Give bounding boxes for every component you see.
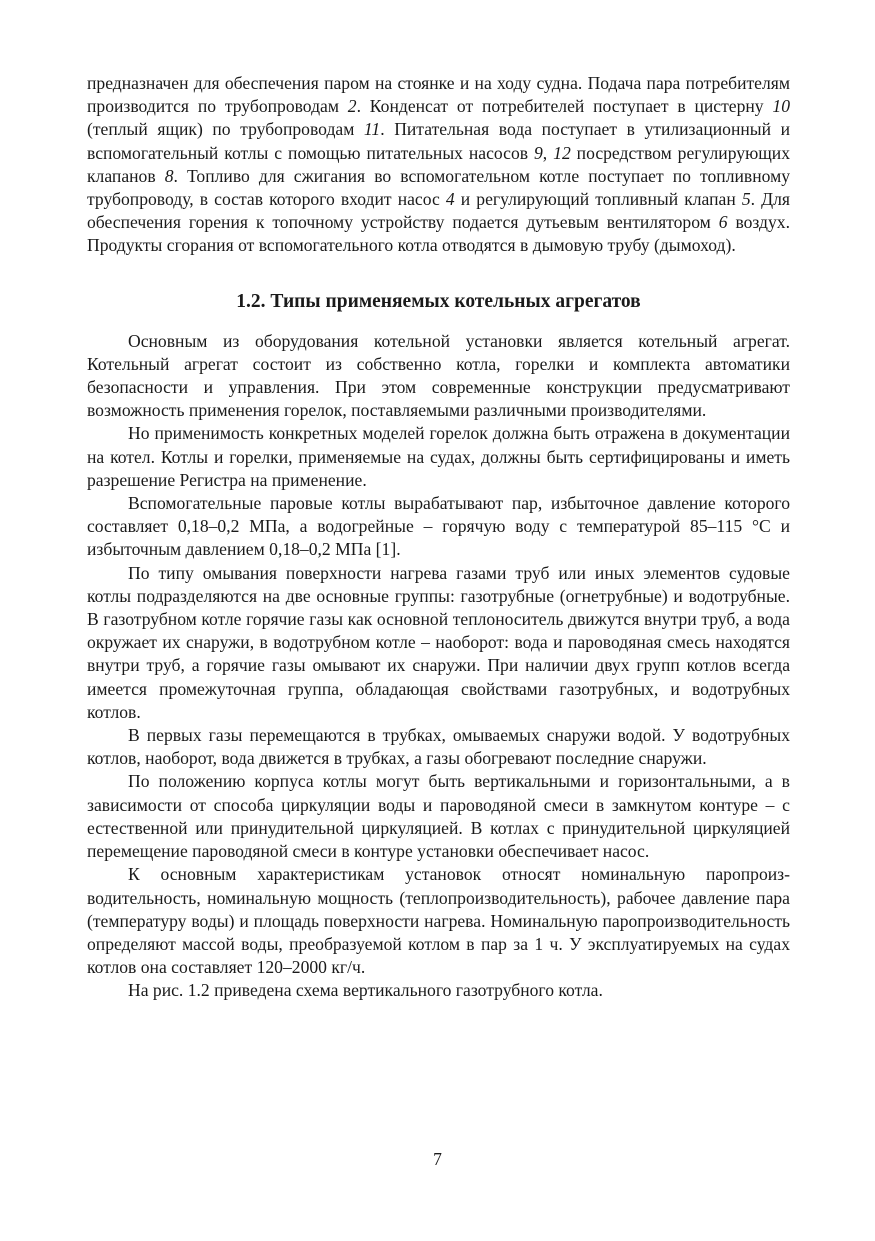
body-paragraph-5: В первых газы перемещаются в трубках, омываемых снаружи водой. У водотрубных котлов, наоборот, вода движется в трубках, а газы обогревают последние снаружи. — [87, 725, 790, 769]
item-reference-number: 2 — [347, 96, 357, 117]
body-paragraph-8: На рис. 1.2 приведена схема вертикального газотрубного котла. — [128, 980, 603, 1001]
item-reference-number: 9 — [534, 142, 543, 163]
body-paragraph-4: По типу омывания поверхности нагрева газами труб или иных элементов судовые котлы подразделяются на две основные группы: газотрубные (огнетрубные) и водотрубные. В газотрубном котле горячие газы как основной теплоноситель движутся внутри труб, а вода окружает их снаружи, в водотрубном котле – наоборот: вода и пароводяная смесь находятся внутри труб, а горячие газы омывают их снаружи. При наличии двух групп котлов всегда имеется промежуточная группа, обладающая свойствами газотрубных, и водотрубных котлов. — [87, 562, 790, 722]
page-number: 7 — [433, 1149, 442, 1169]
document-page — [87, 72, 790, 1003]
item-reference-number: 10 — [772, 96, 790, 117]
body-paragraph-7: К основным характеристикам установок относят номинальную паропроизводительность, номинальную мощность (теплопроизводительность), рабочее давление пара (температуру воды) и площадь поверхности нагрева. Номинальную паропроизводительность определяют массой воды, преобразуемой котлом в пар за 1 ч. У эксплуатируемых на судах котлов она составляет 120–2000 кг/ч. — [87, 864, 790, 978]
body-paragraph-1: Основным из оборудования котельной установки является котельный агрегат. Котельный агрегат состоит из собственно котла, горелки и комплекта автоматики безопасности и управления. При этом современные конструкции предусматривают возможность применения горелок, поставляемыми различными производителями. — [87, 330, 790, 421]
item-reference-number: 11 — [363, 119, 381, 140]
intro-paragraph: предназначен для обеспечения паром на стоянке и на ходу судна. Подача пара потребителям производится по трубопроводам 2. Конденсат от потребителей поступает в цистерну 10 (теплый ящик) по трубопроводам 11. Питательная вода поступает в утилизационный и вспомогательный котлы с помощью питательных насосов 9, 12 посредством регулирующих клапанов 8. Топливо для сжигания во вспомогательном котле поступает по топливному трубопроводу, в состав которого входит насос 4 и регулирующий топливный клапан 5. Для обеспечения горения к топочному устройству подается дутьевым вентилятором 6 воздух. Продукты сгорания от вспомогательного котла отводятся в дымовую трубу (дымоход). — [87, 73, 791, 256]
item-reference-number: 5 — [741, 189, 751, 210]
body-paragraph-6: По положению корпуса котлы могут быть вертикальными и горизонтальными, а в зависимости от способа циркуляции воды и пароводяной смеси в замкнутом контуре – с естественной или принудительной циркуляцией. В котлах с принудительной циркуляцией перемещение пароводяной смеси в контуре установки обеспечивает насос. — [87, 771, 790, 862]
item-reference-number: 4 — [445, 189, 455, 210]
item-reference-number: 12 — [553, 142, 571, 163]
item-reference-number: 6 — [718, 212, 728, 233]
body-paragraph-3: Вспомогательные паровые котлы вырабатывают пар, избыточное давление которого составляет 0,18–0,2 МПа, а водогрейные – горячую воду с температурой 85–115 °С и избыточным давлением 0,18–0,2 МПа [1]. — [87, 493, 790, 560]
section-heading: 1.2. Типы применяемых котельных агрегатов — [236, 290, 641, 312]
item-reference-number: 8 — [164, 165, 174, 186]
body-paragraph-2: Но применимость конкретных моделей горелок должна быть отражена в документации на котел. Котлы и горелки, применяемые на судах, должны быть сертифицированы и иметь разрешение Регистра на применение. — [87, 423, 790, 490]
